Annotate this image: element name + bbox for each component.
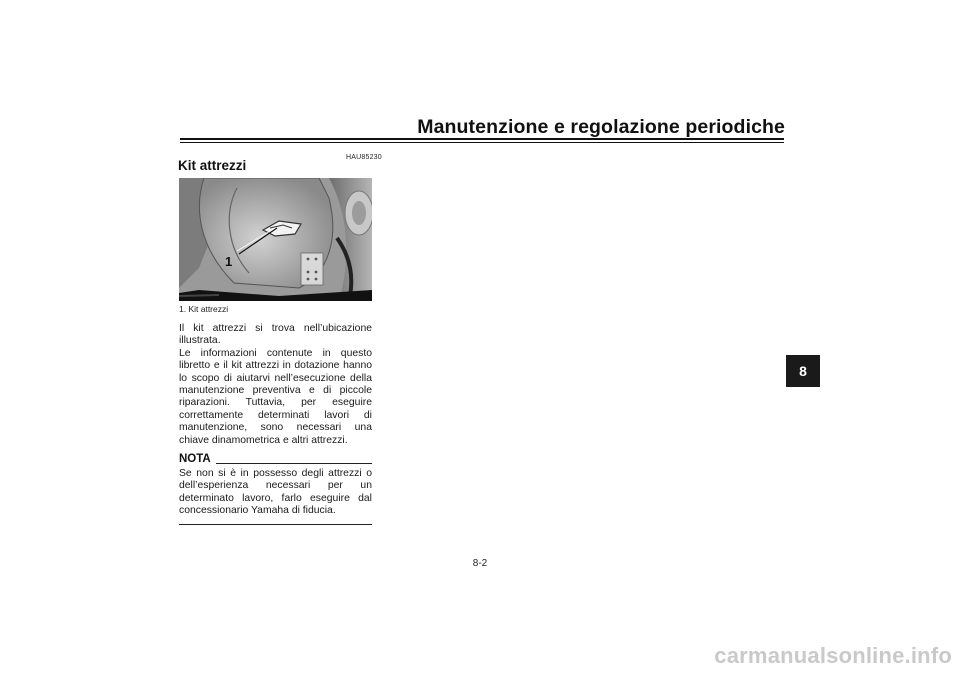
header-rule-thin [180,142,784,143]
nota-end-rule [179,524,372,525]
nota-text: Se non si è in possesso degli attrezzi o dell’esperienza necessari per un determinato lavoro, farlo eseguire dal concessionario Yamaha di fiducia. [179,468,372,517]
header-rule [180,138,784,140]
tool-kit-figure [179,178,372,301]
body-paragraph: Il kit attrezzi si trova nell’ubicazione illustrata. [179,323,372,347]
callout-number: 1 [225,254,233,269]
page-title: Manutenzione e regolazione periodiche [417,116,785,138]
nota-label: NOTA [179,453,211,465]
chapter-tab: 8 [786,355,820,387]
figure-caption: 1. Kit attrezzi [179,304,229,314]
nota-header [179,453,372,467]
nota-rule [216,463,372,464]
section-code: HAU85230 [346,154,382,161]
body-text [179,323,372,447]
tool-kit-illustration [179,178,372,301]
body-paragraph: Le informazioni contenute in questo libretto e il kit attrezzi in dotazione hanno lo scopo di aiutarvi nell’esecuzione della manutenzione preventiva e di piccole riparazioni. Tuttavia, per eseguire correttamente determinati lavori di manutenzione, sono necessari una chiave dinamometrica e altri attrezzi. [179,347,372,446]
watermark: carmanualsonline.info [714,643,952,668]
section-title: Kit attrezzi [178,158,247,173]
page-number: 8-2 [472,558,488,569]
